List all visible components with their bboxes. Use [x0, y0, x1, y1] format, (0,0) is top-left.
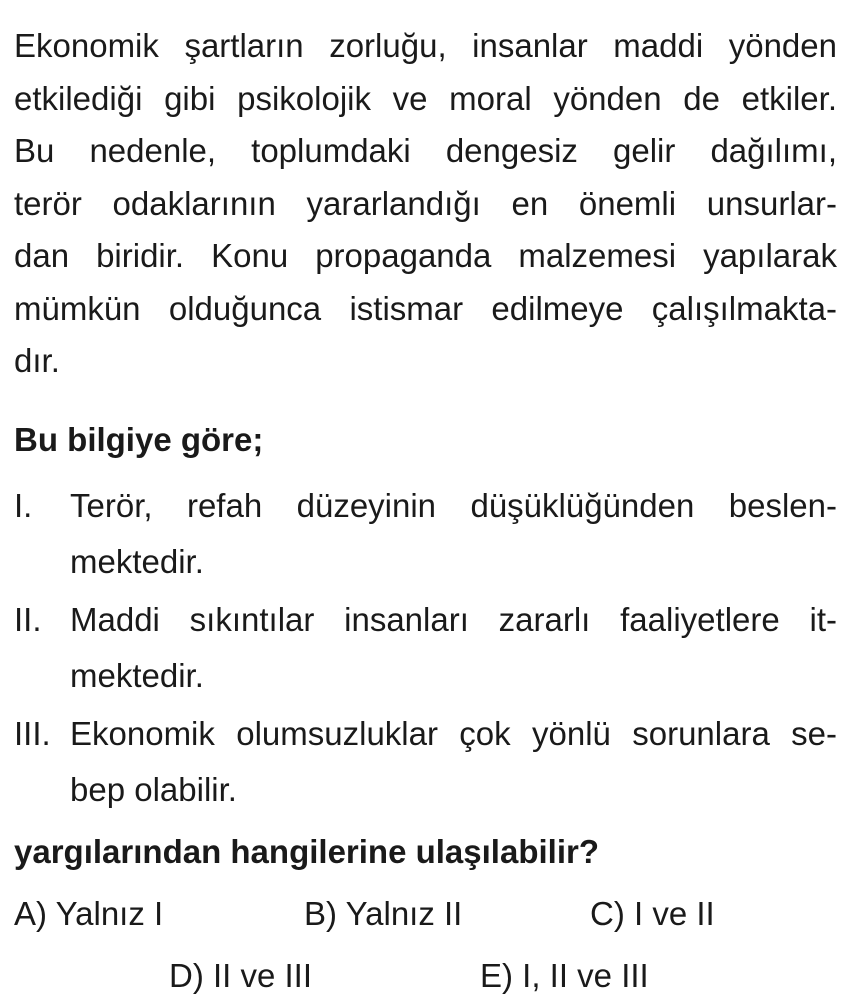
option-e[interactable]: E) I, II ve III	[480, 956, 649, 994]
statement-number: II.	[14, 600, 42, 638]
passage-line: dır.	[14, 342, 60, 379]
question-stem: Bu bilgiye göre;	[14, 420, 264, 458]
statement-line: bep olabilir.	[70, 770, 237, 808]
statement-item	[14, 478, 837, 590]
option-d[interactable]: D) II ve III	[169, 956, 313, 994]
statement-item	[14, 592, 837, 704]
statement-line: mektedir.	[70, 542, 204, 580]
statement-number: I.	[14, 486, 33, 524]
passage-line: terör odaklarının yararlandığı en önemli unsurlar-	[14, 184, 837, 222]
options-row-1	[14, 894, 837, 934]
passage-line: etkilediği gibi psikolojik ve moral yönden de etkiler.	[14, 79, 837, 117]
options-row-2	[14, 956, 837, 996]
question-text: yargılarından hangilerine ulaşılabilir?	[14, 832, 599, 870]
statement-line: Maddi sıkıntılar insanları zararlı faaliyetlere it-	[70, 600, 837, 638]
passage-line: mümkün olduğunca istismar edilmeye çalışılmakta-	[14, 289, 837, 327]
option-c[interactable]: C) I ve II	[590, 894, 715, 932]
statement-line: Ekonomik olumsuzluklar çok yönlü sorunlara se-	[70, 714, 837, 752]
passage-line: Bu nedenle, toplumdaki dengesiz gelir dağılımı,	[14, 132, 837, 169]
option-b[interactable]: B) Yalnız II	[304, 894, 463, 932]
passage	[14, 20, 837, 388]
option-a[interactable]: A) Yalnız I	[14, 894, 164, 932]
passage-line: Ekonomik şartların zorluğu, insanlar maddi yönden	[14, 27, 837, 64]
statement-line: Terör, refah düzeyinin düşüklüğünden beslen-	[70, 486, 837, 524]
passage-line: dan biridir. Konu propaganda malzemesi yapılarak	[14, 237, 837, 274]
statement-number: III.	[14, 714, 51, 752]
question-page	[14, 20, 837, 996]
statement-line: mektedir.	[70, 656, 204, 694]
statement-item	[14, 706, 837, 818]
statement-list	[14, 478, 837, 818]
